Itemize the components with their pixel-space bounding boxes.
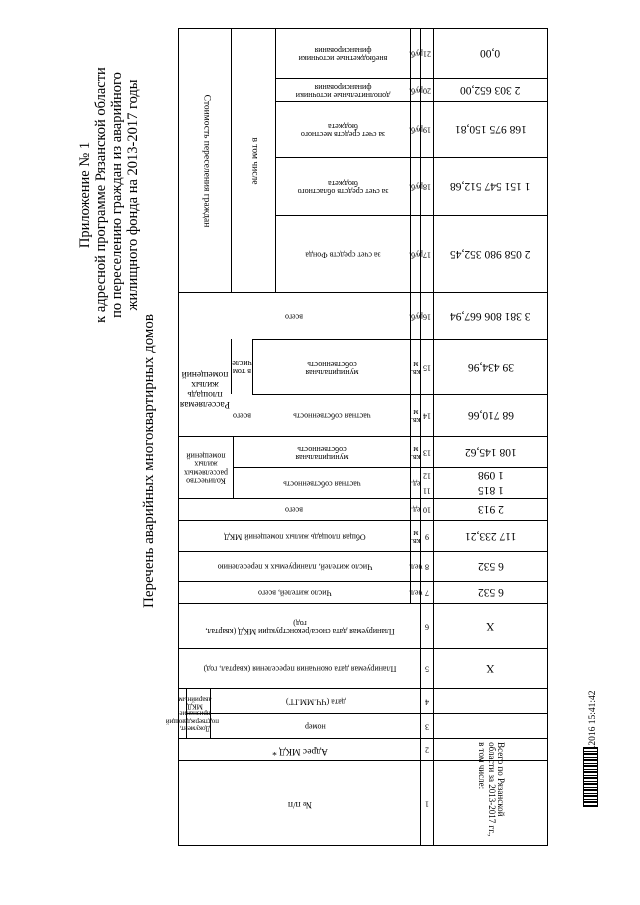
header-rooms-private: частная собственность (283, 479, 361, 489)
header-resettle-date: Планируемая дата окончания переселения (квартал, год) (203, 664, 396, 674)
header-cost-group: Стоимость переселения граждан (200, 94, 211, 227)
cell-demolish-date: X (486, 620, 495, 633)
cell-total-label: Всего по Рязанской области за 2013-2017 гг., в том числе: (476, 742, 506, 837)
unit-cost-local: руб. (408, 125, 423, 135)
cell-area-private: 68 710,66 (467, 409, 514, 422)
cell-rooms-municipal: 1 098 (477, 469, 504, 482)
header-doc-number: номер (305, 722, 326, 732)
cell-area-municipal: 39 434,96 (467, 361, 514, 374)
header-rooms-group: Количество расселяемых жилых помещений (184, 451, 228, 486)
appendix-line-2: к адресной программе Рязанской области (93, 67, 109, 323)
cell-cost-extra: 2 303 652,00 (460, 84, 521, 97)
unit-area-private: кв. м (410, 407, 421, 425)
column-number-5: 5 (425, 664, 429, 674)
cell-residents-planned: 6 532 (477, 560, 504, 573)
column-number-10: 10 (423, 505, 431, 515)
header-area-incl: в том числе (232, 358, 252, 376)
header-cost-fund: за счет средств Фонда (305, 250, 381, 260)
header-num: № п/п (287, 798, 312, 809)
column-number-1: 1 (425, 799, 429, 809)
column-number-2: 2 (425, 745, 429, 755)
header-cost-incl: в том числе (249, 137, 260, 184)
unit-residents-planned: чел. (408, 562, 423, 572)
cell-cost-offbudget: 0,00 (480, 47, 501, 60)
column-number-6: 6 (425, 622, 429, 632)
header-area-private: частная собственность (292, 411, 371, 421)
header-cost-regional: за счет средств областного бюджета (297, 178, 389, 196)
unit-cost-fund: руб. (408, 250, 423, 260)
column-number-20: 20 (423, 86, 431, 96)
barcode-image (583, 747, 598, 807)
unit-rooms-total: ед. (410, 505, 421, 515)
cell-area-total: 108 145,62 (464, 446, 517, 459)
column-number-18: 18 (423, 182, 431, 192)
header-address: Адрес МКД * (271, 745, 328, 756)
header-rooms-total: всего (285, 505, 304, 515)
unit-area-municipal: кв. м (410, 359, 421, 377)
unit-residents-total: чел. (408, 588, 423, 598)
cell-cost-fund: 2 058 980 352,45 (450, 248, 531, 261)
column-number-3: 3 (425, 722, 429, 732)
column-number-17: 17 (423, 250, 431, 260)
appendix-line-1: Приложение № 1 (77, 141, 93, 249)
header-area-total: всего (233, 411, 252, 421)
column-number-9: 9 (425, 532, 429, 542)
unit-rooms-private: ед. (410, 479, 421, 489)
column-number-14: 14 (423, 411, 431, 421)
cell-rooms-private: 1 815 (477, 484, 504, 497)
header-cost-total: всего (285, 312, 304, 322)
column-number-8: 8 (425, 562, 429, 572)
header-cost-extra: дополнительные источники финансирования (295, 82, 391, 100)
header-residents-total: Число жителей, всего (257, 588, 332, 598)
column-number-21: 21 (423, 49, 431, 59)
header-total-area: Общая площадь жилых помещений МКД (223, 532, 366, 542)
appendix-line-3: по переселению граждан из аварийного (109, 72, 125, 318)
header-doc-date: дата (ЧЧ.ММ.ГГ) (285, 697, 346, 707)
unit-cost-offbudget: руб. (408, 49, 423, 59)
appendix-line-4: жилищного фонда на 2013-2017 годы (125, 79, 141, 311)
column-number-4: 4 (425, 697, 429, 707)
cell-residents-total: 6 532 (477, 586, 504, 599)
column-number-11: 11 (423, 486, 431, 496)
header-area-municipal: муниципальная собственность (304, 359, 359, 377)
document-title: Перечень аварийных многоквартирных домов (141, 314, 157, 608)
header-cost-local: за счет средств местного бюджета (300, 121, 386, 139)
cell-cost-local: 168 975 150,81 (454, 123, 527, 136)
column-number-15: 15 (423, 363, 431, 373)
unit-total-area: кв. м (410, 528, 421, 546)
cell-rooms-total: 2 913 (477, 503, 504, 516)
unit-cost-total: руб. (408, 312, 423, 322)
header-rooms-municipal: муниципальная собственность (295, 444, 349, 462)
unit-cost-extra: руб. (408, 86, 423, 96)
header-residents-planned: Число жителей, планируемых к переселению (217, 562, 372, 572)
header-demolish-date: Планируемая дата сноса/реконструкции МКД (квартал, год) (204, 618, 395, 636)
column-number-16: 16 (423, 312, 431, 322)
unit-cost-regional: руб. (408, 182, 423, 192)
column-number-7: 7 (425, 588, 429, 598)
cell-cost-total: 3 381 806 667,94 (450, 310, 531, 323)
column-number-13: 13 (423, 448, 431, 458)
cell-total-area: 117 233,21 (464, 530, 517, 543)
column-number-12: 12 (423, 471, 431, 481)
column-number-19: 19 (423, 125, 431, 135)
cell-cost-regional: 1 151 547 512,68 (450, 180, 531, 193)
header-cost-offbudget: внебюджетные источники финансирования (298, 45, 388, 63)
cell-resettle-date: X (486, 662, 495, 675)
header-area-group: Расселяемая площадь жилых помещений (179, 368, 230, 409)
header-doc-group-label: Документ, подтверждающий признание МКД аварийным (165, 695, 219, 733)
unit-area-total: кв. м (410, 444, 421, 462)
